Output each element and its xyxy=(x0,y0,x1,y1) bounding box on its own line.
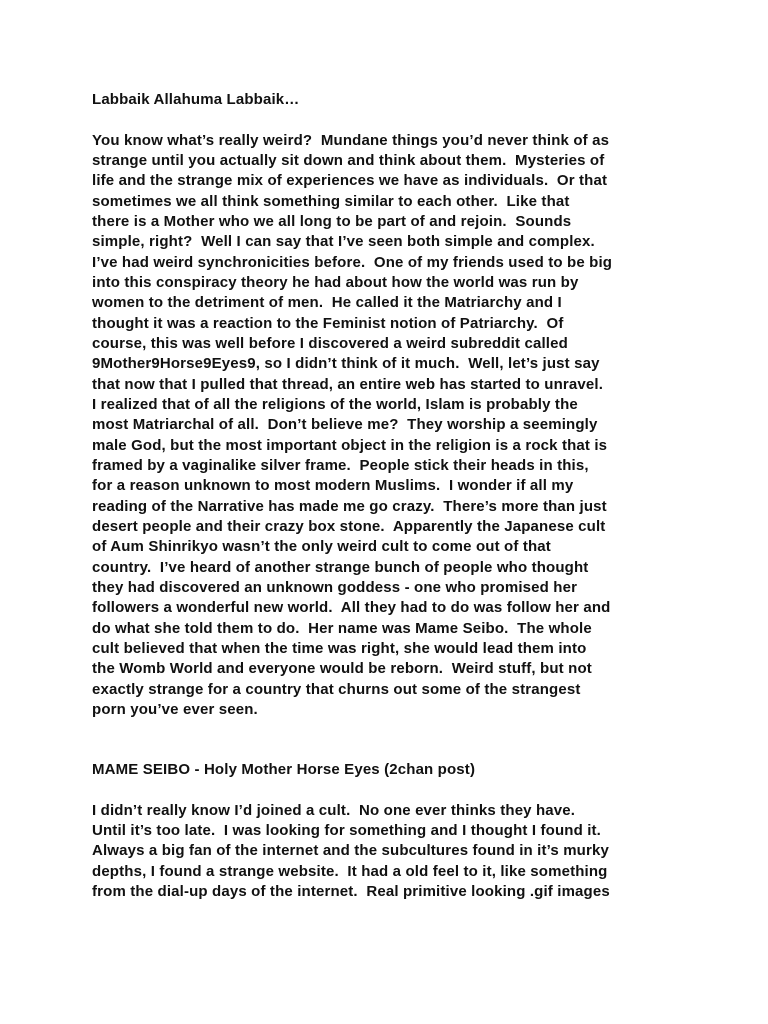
paragraph-intro xyxy=(92,131,692,721)
text-line: there is a Mother who we all long to be part of and rejoin. Sounds xyxy=(92,212,572,230)
text-line: from the dial-up days of the internet. Real primitive looking .gif images xyxy=(92,883,610,901)
text-line: porn you’ve ever seen. xyxy=(92,700,258,718)
text-line: thought it was a reaction to the Feminist notion of Patriarchy. Of xyxy=(92,314,564,332)
document-title: Labbaik Allahuma Labbaik… xyxy=(92,91,300,108)
text-line: I didn’t really know I’d joined a cult. No one ever thinks they have. xyxy=(92,801,576,819)
text-line: life and the strange mix of experiences we have as individuals. Or that xyxy=(92,172,608,190)
text-line: they had discovered an unknown goddess - one who promised her xyxy=(92,578,578,596)
text-line: of Aum Shinrikyo wasn’t the only weird cult to come out of that xyxy=(92,538,551,556)
text-line: followers a wonderful new world. All they had to do was follow her and xyxy=(92,599,611,617)
text-line: do what she told them to do. Her name was Mame Seibo. The whole xyxy=(92,619,592,637)
document-page xyxy=(92,90,692,902)
text-line: simple, right? Well I can say that I’ve seen both simple and complex. xyxy=(92,233,595,251)
text-line: Until it’s too late. I was looking for something and I thought I found it. xyxy=(92,822,601,840)
text-line: cult believed that when the time was right, she would lead them into xyxy=(92,639,587,657)
text-line: into this conspiracy theory he had about how the world was run by xyxy=(92,273,579,291)
text-line: that now that I pulled that thread, an entire web has started to unravel. xyxy=(92,375,604,393)
text-line: exactly strange for a country that churns out some of the strangest xyxy=(92,680,581,698)
text-line: I realized that of all the religions of the world, Islam is probably the xyxy=(92,395,578,413)
text-line: Always a big fan of the internet and the subcultures found in it’s murky xyxy=(92,842,609,860)
text-line: for a reason unknown to most modern Muslims. I wonder if all my xyxy=(92,477,574,495)
text-line: depths, I found a strange website. It had a old feel to it, like something xyxy=(92,862,608,880)
text-line: course, this was well before I discovered a weird subreddit called xyxy=(92,334,568,352)
text-line: 9Mother9Horse9Eyes9, so I didn’t think of it much. Well, let’s just say xyxy=(92,355,600,373)
text-line: the Womb World and everyone would be reborn. Weird stuff, but not xyxy=(92,660,592,678)
text-line: strange until you actually sit down and think about them. Mysteries of xyxy=(92,151,605,169)
paragraph-post xyxy=(92,801,692,903)
text-line: sometimes we all think something similar to each other. Like that xyxy=(92,192,570,210)
section-heading: MAME SEIBO - Holy Mother Horse Eyes (2chan post) xyxy=(92,761,476,779)
text-line: framed by a vaginalike silver frame. People stick their heads in this, xyxy=(92,456,589,474)
text-line: women to the detriment of men. He called it the Matriarchy and I xyxy=(92,294,562,312)
text-line: desert people and their crazy box stone. Apparently the Japanese cult xyxy=(92,517,606,535)
text-line: male God, but the most important object in the religion is a rock that is xyxy=(92,436,608,454)
text-line: I’ve had weird synchronicities before. One of my friends used to be big xyxy=(92,253,613,271)
text-line: most Matriarchal of all. Don’t believe me? They worship a seemingly xyxy=(92,416,598,434)
text-line: reading of the Narrative has made me go crazy. There’s more than just xyxy=(92,497,607,515)
text-line: You know what’s really weird? Mundane things you’d never think of as xyxy=(92,131,610,149)
text-line: country. I’ve heard of another strange bunch of people who thought xyxy=(92,558,589,576)
